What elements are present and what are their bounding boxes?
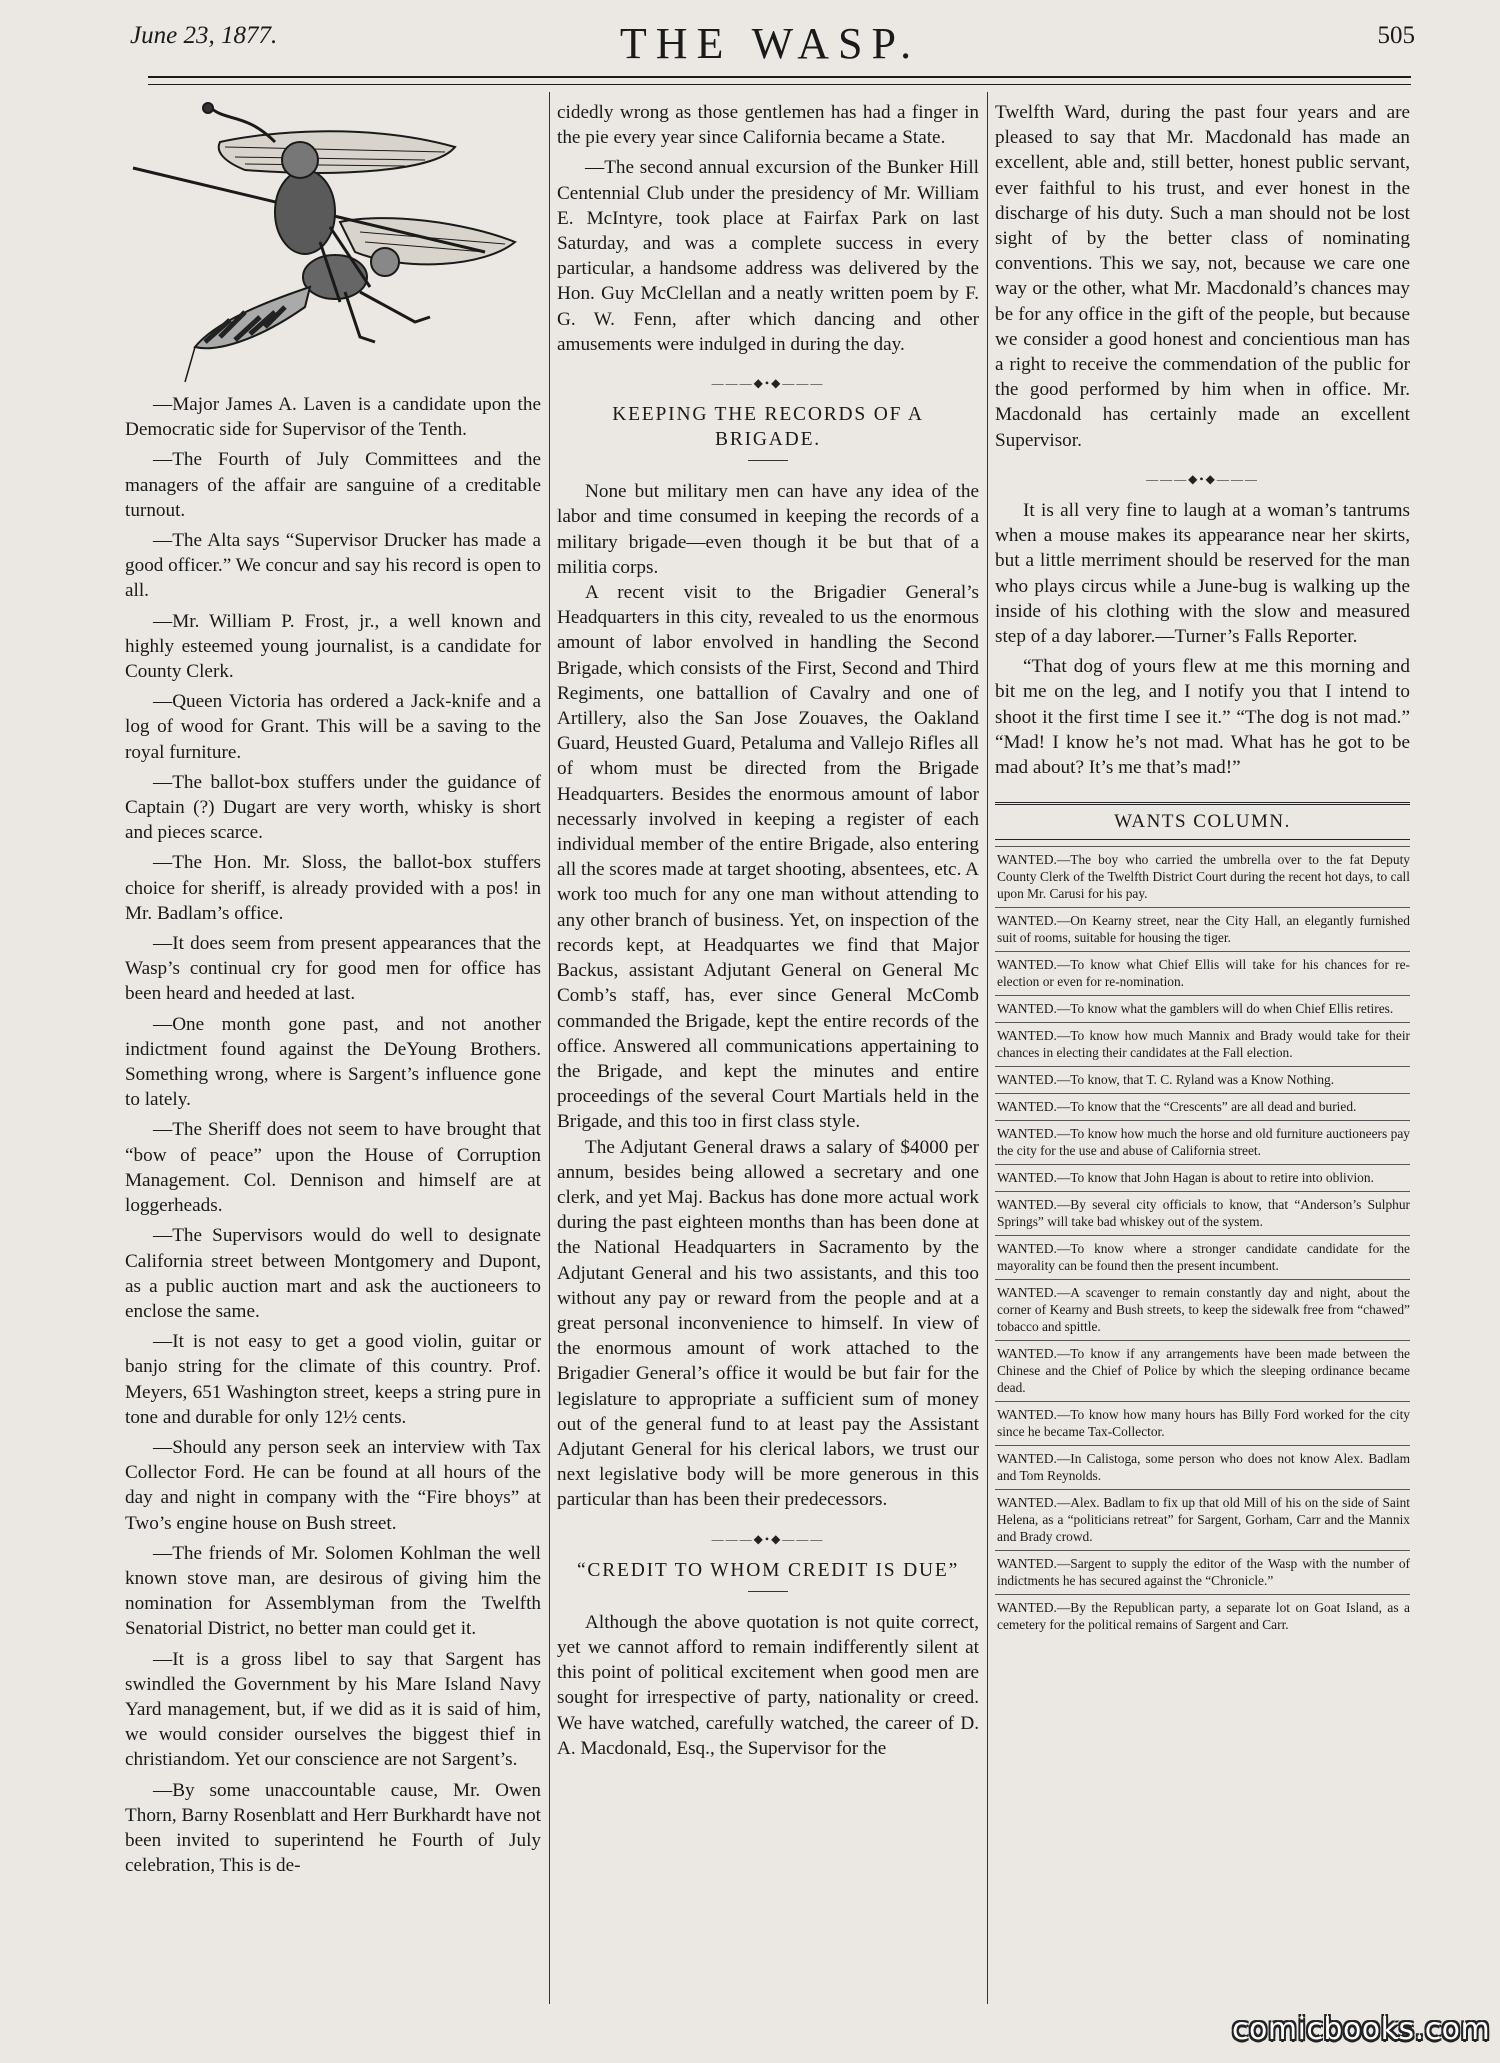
macdonald-continued: Twelfth Ward, during the past four years and are pleased to say that Mr. Macdonald has made an excellent, able and, still better, honest public servant, ever faithful to his trust, and ever honest in the discharge of his duty. Such a man should not be lost sight of by the better class of nominating conventions. This we say, not, because we care one way or the other, what Mr. Macdonald’s chances may be for any office in the gift of the people, but because we consider a good honest and concientious man has a right to receive the commendation of the public for the good performed by him when in office. Mr. Macdonald has certainly made an excellent Supervisor. bbox=[995, 102, 1410, 451]
issue-date: June 23, 1877. bbox=[130, 22, 278, 49]
heading-brigade: KEEPING THE RECORDS OF A BRIGADE. bbox=[612, 404, 924, 451]
want-ad: WANTED.—To know if any arrangements have been made between the Chinese and the Chief of Police by which the sleeping ordinance became dead. bbox=[995, 1340, 1410, 1401]
column-2 bbox=[557, 100, 979, 1761]
credit-para: Although the above quotation is not quite correct, yet we cannot afford to remain indifferently silent at this point of political excitement when good men are sought for irrespective of party, nationality or creed. We have watched, carefully watched, the career of D. A. Macdonald, Esq., the Supervisor for the bbox=[557, 1611, 979, 1759]
item-kohlman: —The friends of Mr. Solomen Kohlman the well known stove man, are desirous of giving him the nomination for Assemblyman from the Twelfth Senatorial District, no better man could get it. bbox=[125, 1542, 541, 1640]
wants-column-title: WANTS COLUMN. bbox=[995, 802, 1410, 840]
heading-rule bbox=[748, 460, 788, 461]
heading-credit: “CREDIT TO WHOM CREDIT IS DUE” bbox=[576, 1559, 960, 1581]
item-dugart: —The ballot-box stuffers under the guidance of Captain (?) Dugart are very worth, whisky is short and pieces scarce. bbox=[125, 771, 541, 844]
page-number: 505 bbox=[1377, 22, 1415, 49]
want-ad: WANTED.—To know where a stronger candidate candidate for the mayorality can be found then the present incumbent. bbox=[995, 1235, 1410, 1279]
brigade-para-1: None but military men can have any idea of the labor and time consumed in keeping the records of a military brigade—even though it be but that of a militia corps. bbox=[557, 481, 979, 578]
want-ad: WANTED.—To know that John Hagan is about to retire into oblivion. bbox=[995, 1164, 1410, 1191]
item-dog: “That dog of yours flew at me this morning and bit me on the leg, and I notify you that I intend to shoot it the first time I see it.” “The dog is not mad.” “Mad! I know he’s not mad. What has he got to be mad about? It’s me that’s mad!” bbox=[995, 656, 1410, 779]
column-3 bbox=[995, 100, 1410, 1638]
item-deyoung: —One month gone past, and not another indictment found against the DeYoung Brothers. Something wrong, where is Sargent’s influence gone to lately. bbox=[125, 1013, 541, 1111]
item-violin: —It is not easy to get a good violin, guitar or banjo string for the climate of this country. Prof. Meyers, 651 Washington street, keeps a string pure in tone and durable for only 12½ cents. bbox=[125, 1331, 541, 1428]
item-queen-victoria: —Queen Victoria has ordered a Jack-knife and a log of wood for Grant. This will be a saving to the royal furniture. bbox=[125, 691, 541, 763]
item-owen-thorn: —By some unaccountable cause, Mr. Owen Thorn, Barny Rosenblatt and Herr Burkhardt have not been invited to superintend he Fourth of July celebration, This is de- bbox=[125, 1779, 541, 1877]
want-ad: WANTED.—To know how much the horse and old furniture auctioneers pay the city for the use and abuse of California street. bbox=[995, 1120, 1410, 1164]
want-ad: WANTED.—Alex. Badlam to fix up that old Mill of his on the side of Saint Helena, as a “politicians retreat” for Sargent, Gorham, Carr and the Mannix and Brady crowd. bbox=[995, 1489, 1410, 1550]
item-frost: —Mr. William P. Frost, jr., a well known and highly esteemed young journalist, is a candidate for County Clerk. bbox=[125, 610, 541, 683]
wants-list bbox=[995, 846, 1410, 1638]
want-ad: WANTED.—In Calistoga, some person who does not know Alex. Badlam and Tom Reynolds. bbox=[995, 1445, 1410, 1489]
masthead bbox=[125, 18, 1415, 68]
section-ornament: ———◆•◆——— bbox=[1146, 471, 1259, 486]
brigade-para-2: A recent visit to the Brigadier General’s Headquarters in this city, revealed to us the enormous amount of labor envolved in handling the Second Brigade, which consists of the First, Second and Third Regiments, one battallion of Cavalry and one of Artillery, also the San Jose Zouaves, the Oakland Guard, Heusted Guard, Petaluma and Vallejo Rifles all of whom must be directed from the Brigade Headquarters. Besides the enormous amount of labor necessarly involved in keeping a register of each individual member of the entire Brigade, also entering all the scores made at target shooting, absentees, etc. A work too much for any one man without attending to any other branch of business. Yet, on inspection of the records kept, at Headquartes we find that Major Backus, assistant Adjutant General on General Mc Comb’s staff, has, ever since General McComb commanded the Brigade, kept the entire records of the office. Answered all communications appertaining to the Brigade, and kept the minutes and entire proceedings of the several Court Martials held in the Brigade, and this too in first class style. bbox=[557, 582, 979, 1133]
item-fourth-july: —The Fourth of July Committees and the managers of the affair are sanguine of a creditable turnout. bbox=[125, 449, 541, 521]
heading-rule bbox=[748, 1591, 788, 1592]
section-ornament: ———◆•◆——— bbox=[711, 1531, 825, 1546]
wasp-rider-illustration bbox=[125, 102, 545, 387]
item-sloss: —The Hon. Mr. Sloss, the ballot-box stuffers choice for sheriff, is already provided with a pos! in Mr. Badlam’s office. bbox=[125, 852, 541, 924]
column-1 bbox=[125, 100, 541, 1878]
want-ad: WANTED.—On Kearny street, near the City Hall, an elegantly furnished suit of rooms, suitable for housing the tiger. bbox=[995, 907, 1410, 951]
want-ad: WANTED.—To know how much Mannix and Brady would take for their chances in electing their candidates at the Fall election. bbox=[995, 1022, 1410, 1066]
item-laven: —Major James A. Laven is a candidate upon the Democratic side for Supervisor of the Tenth. bbox=[125, 394, 541, 441]
newspaper-title: THE WASP. bbox=[619, 19, 921, 68]
item-good-men: —It does seem from present appearances that the Wasp’s continual cry for good men for office has been heard and heeded at last. bbox=[125, 933, 541, 1005]
want-ad: WANTED.—To know, that T. C. Ryland was a Know Nothing. bbox=[995, 1066, 1410, 1093]
item-tantrums: It is all very fine to laugh at a woman’s tantrums when a mouse makes its appearance near her skirts, but a little merriment should be reserved for the man who plays circus while a June-bug is walking up the inside of his clothing with the slow and measured step of a day laborer.—Turner’s Falls Reporter. bbox=[995, 500, 1410, 648]
want-ad: WANTED.—A scavenger to remain constantly day and night, about the corner of Kearny and Bush streets, to keep the sidewalk free from “chawed” tobacco and spittle. bbox=[995, 1279, 1410, 1340]
want-ad: WANTED.—Sargent to supply the editor of the Wasp with the number of indictments he has secured against the “Chronicle.” bbox=[995, 1550, 1410, 1594]
masthead-rule-top bbox=[148, 76, 1411, 78]
want-ad: WANTED.—To know that the “Crescents” are all dead and buried. bbox=[995, 1093, 1410, 1120]
item-tax-collector: —Should any person seek an interview with Tax Collector Ford. He can be found at all hours of the day and night in company with the “Fire bhoys” at Two’s engine house on Bush street. bbox=[125, 1436, 541, 1534]
item-sargent-libel: —It is a gross libel to say that Sargent has swindled the Government by his Mare Island Navy Yard management, but, if we did as it is said of him, we would consider ourselves the biggest thief in christiandom. Yet our conscience are not Sargent’s. bbox=[125, 1648, 541, 1771]
want-ad: WANTED.—To know what the gamblers will do when Chief Ellis retires. bbox=[995, 995, 1410, 1022]
want-ad: WANTED.—The boy who carried the umbrella over to the fat Deputy County Clerk of the Twelfth District Court during the recent hot days, to call upon Mr. Carusi for his pay. bbox=[995, 846, 1410, 907]
watermark-logo: comicbooks.com bbox=[1232, 2012, 1491, 2047]
column-divider-1 bbox=[549, 92, 550, 2004]
masthead-rule-bottom bbox=[148, 84, 1411, 85]
want-ad: WANTED.—By the Republican party, a separate lot on Goat Island, as a cemetery for the political remains of Sargent and Carr. bbox=[995, 1594, 1410, 1638]
item-alta-drucker: —The Alta says “Supervisor Drucker has made a good officer.” We concur and say his record is open to all. bbox=[125, 530, 542, 602]
item-sheriff: —The Sheriff does not seem to have brought that “bow of peace” upon the House of Corruption Management. Col. Dennison and himself are at loggerheads. bbox=[125, 1119, 541, 1217]
want-ad: WANTED.—By several city officials to know, that “Anderson’s Sulphur Springs” will take bad whiskey out of the system. bbox=[995, 1191, 1410, 1235]
item-bunker-hill: —The second annual excursion of the Bunker Hill Centennial Club under the presidency of Mr. William E. McIntyre, took place at Fairfax Park on last Saturday, and was a complete success in every particular, a handsome address was delivered by the Hon. Guy McClellan and a neatly written poem by F. G. W. Fenn, after which dancing and other amusements were indulged in during the day. bbox=[557, 157, 979, 355]
item-supervisors: —The Supervisors would do well to designate California street between Montgomery and Dupont, as a public auction mart and ask the auctioneers to enclose the same. bbox=[125, 1225, 541, 1322]
column-divider-2 bbox=[987, 92, 988, 2004]
brigade-para-3: The Adjutant General draws a salary of $4000 per annum, besides being allowed a secretary and one clerk, and yet Maj. Backus has done more actual work during the past eighteen months than has been done at the National Headquarters in Sacramento by the Adjutant General and his two assistants, and this too without any pay or reward from the people and at a great personal inconvenience to himself. In view of the enormous amount of work attached to the Brigadier General’s office it would be but fair for the legislature to appropriate a sufficient sum of money out of the general fund to at least pay the Assistant Adjutant General for his clerical labors, we trust our next legislative body will be more generous in this particular than has been their predecessors. bbox=[557, 1136, 979, 1511]
want-ad: WANTED.—To know what Chief Ellis will take for his chances for re-election or even for re-nomination. bbox=[995, 951, 1410, 995]
section-ornament: ———◆•◆——— bbox=[711, 376, 825, 391]
continued-text: cidedly wrong as those gentlemen has had a finger in the pie every year since California became a State. bbox=[557, 102, 979, 149]
want-ad: WANTED.—To know how many hours has Billy Ford worked for the city since he became Tax-Collector. bbox=[995, 1401, 1410, 1445]
